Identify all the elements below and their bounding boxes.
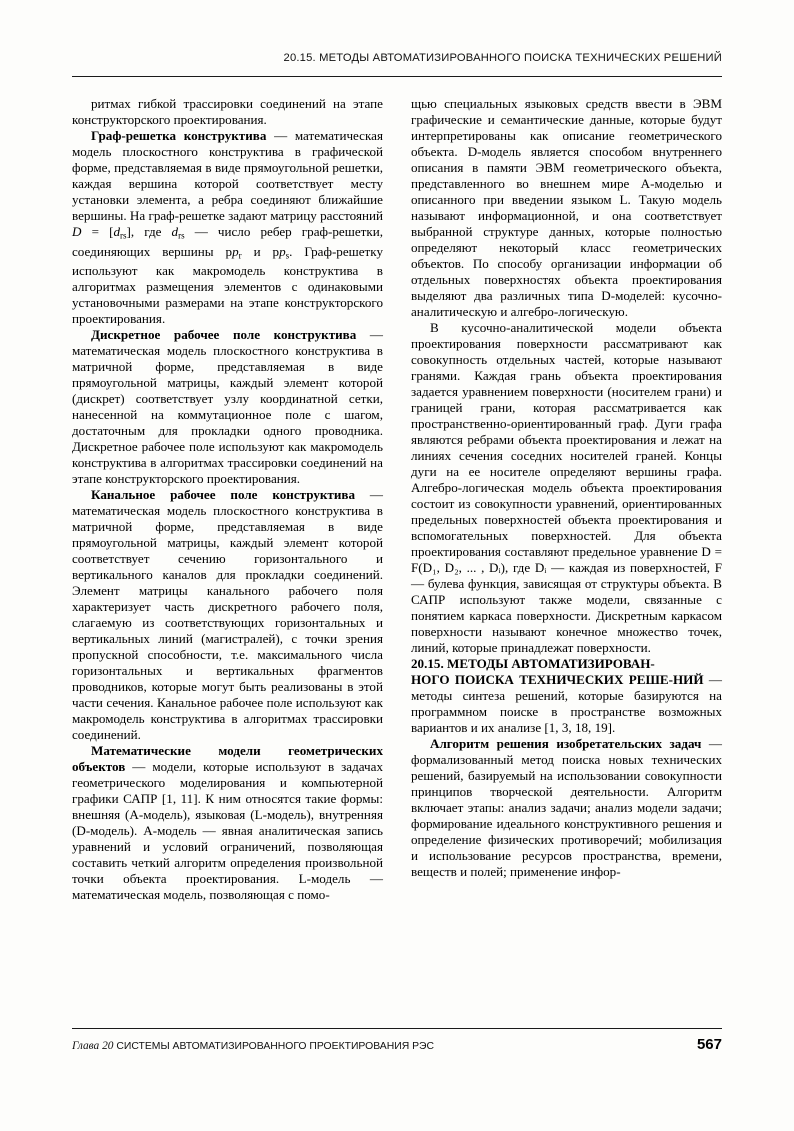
paragraph-geometric-models <box>72 743 383 903</box>
term-graph-lattice-text-b: — число ребер граф-решетки, соединяющих вершины p <box>72 224 383 259</box>
term-inventive-algorithm: Алгоритм решения изобретательских задач <box>430 736 702 751</box>
footer-chapter-title: СИСТЕМЫ АВТОМАТИЗИРОВАННОГО ПРОЕКТИРОВАНИЯ РЭС <box>116 1041 435 1052</box>
formula-drs-sub: rs <box>119 230 127 241</box>
term-geometric-models-text: — модели, которые используют в задачах геометрического моделирования и компьютерной графики САПР [1, 11]. К ним относятся такие формы: внешняя (A-модель), языковая (L-модель), внутренняя (D-модель). A-модель — явная аналитическая запись уравнений и условий ограничений, позволяющая составить четкий алгоритм определения произвольной точки объекта проектирования. L-модель — математическая модель, позволяющая с помо- <box>72 759 383 903</box>
formula-drs: d <box>113 224 120 239</box>
term-discrete-field: Дискретное рабочее поле конструктива <box>91 327 357 343</box>
paragraph-d-model: щью специальных языковых средств ввести в ЭВМ графические и семантические данные, которые будут интерпретированы как описание геометрического объекта. D-модель является способом внутреннего описания в памяти ЭВМ геометрического объекта, представленного во внешнем мире A-моделью и описанного при введении языком L. Такую модель называют информационной, и она соответствует выбранной структуре данных, которые полностью определяют некоторый класс геометрических объектов. По способу организации информации об отдельных поверхностях объекта проектирования выделяют два различных типа D-моделей: кусочно-аналитическую и алгебро-логическую. <box>411 96 722 319</box>
paragraph-discrete-field <box>72 327 383 487</box>
left-column <box>72 96 383 996</box>
term-channel-field: Канальное рабочее поле конструктива <box>91 487 356 503</box>
paragraph-inventive-algorithm <box>411 736 722 880</box>
footer-chapter-label: Глава 20 <box>72 1040 114 1052</box>
term-graph-lattice: Граф-решетка конструктива <box>91 128 267 143</box>
term-inventive-algorithm-text: — формализованный метод поиска новых технических решений, базируемый на использовании совокупности принципов творческой деятельности. Алгоритм включает этапы: анализ задачи; анализ модели задачи; формирование идеального конструктивного решения и определение физических противоречий; мобилизация и использование ресурсов пространства, времени, веществ и полей; применение инфор- <box>411 736 722 879</box>
formula-ps: p <box>279 243 286 259</box>
formula-pr-sub: r <box>238 250 242 261</box>
page-number: 567 <box>696 1036 722 1053</box>
term-graph-lattice-text-d: . Граф-решетку используют как макромодель конструктива в алгоритмах размещения элементов с одинаковыми установочными размерами на этапе конструкторского проектирования. <box>72 243 384 327</box>
formula-pr: p <box>232 243 239 259</box>
formula-drs2: d <box>171 224 179 239</box>
running-header: 20.15. МЕТОДЫ АВТОМАТИЗИРОВАННОГО ПОИСКА ТЕХНИЧЕСКИХ РЕШЕНИЙ <box>283 52 722 64</box>
section-heading-line1: 20.15. МЕТОДЫ АВТОМАТИЗИРОВАН- <box>411 656 655 671</box>
section-heading-line2: НОГО ПОИСКА ТЕХНИЧЕСКИХ РЕШЕ- <box>411 672 673 687</box>
paragraph-channel-field <box>72 487 383 743</box>
paragraph-piecewise-model: В кусочно-аналитической модели объекта проектирования поверхности рассматривают как совокупность отдельных частей, которые называют гранями. Каждая грань объекта проектирования задается уравнением поверхности (носителем грани) и границей грани, которая рассматривается как пространственно-ориентированный граф. Дуги графа являются ребрами объекта проектирования и лежат на линиях сечения соседних носителей граней. Концы дуги на ее носителе определяют вершины графа. Алгебро-логическая модель объекта проектирования состоит из совокупности уравнений, ориентированных предельных поверхностей объекта проектирования и вспомогательных поверхностей. Для объекта проектирования составляют предельное уравнение D = F(D₁, D₂, ... , Dᵢ), где Dᵢ — каждая из поверхностей, F — булева функция, зависящая от структуры объекта. В САПР используют также модели, связанные с понятием каркаса поверхности. Дискретным каркасом поверхности называют конечное множество точек, линий, которые принадлежат поверхности. <box>411 320 722 655</box>
term-graph-lattice-text-c: и p <box>241 243 280 259</box>
term-discrete-field-text: — математическая модель плоскостного конструктива в матричной форме, представляемая в виде прямоугольной матрицы, каждый элемент которой (дискрет) соответствует узлу координатной сетки, нанесенной на коммутационное поле с шагом, достаточным для прокладки одного проводника. Дискретное рабочее поле используют как макромодель конструктива в алгоритмах трассировки соединений на этапе конструкторского проектирования. <box>72 327 383 487</box>
two-column-body <box>72 96 722 996</box>
term-graph-lattice-text-a: — математическая модель плоскостного конструктива в графической форме, представляемая в виде прямоугольной решетки, каждая вершина которой соответствует месту установки элемента, а ребра соединяют ближайшие вершины. На граф-решетке задают матрицу расстояний <box>72 128 383 223</box>
footer-chapter <box>72 1040 434 1052</box>
paragraph-continuation: ритмах гибкой трассировки соединений на этапе конструкторского проектирования. <box>72 96 383 127</box>
formula-ps-sub: s <box>285 250 290 261</box>
section-intro-text: — методы синтеза решений, которые базируются на программном поиске в пространстве возможных вариантов и их анализе [1, 3, 18, 19]. <box>411 672 722 735</box>
section-heading-line3: НИЙ <box>672 672 704 687</box>
page-footer <box>72 1036 722 1053</box>
section-heading-20-15 <box>411 656 722 736</box>
header-divider <box>72 76 722 77</box>
term-channel-field-text: — математическая модель плоскостного конструктива в матричной форме, представляемая в виде прямоугольной матрицы, каждый элемент которой соответствует сечению горизонтального и вертикального каналов для прокладки соединений. Элемент матрицы канального рабочего поля характеризует часть дискретного рабочего поля, слагаемую из соответствующих горизонтальных и вертикальных линий (магистралей), с точки зрения пропускной способности, т.е. максимального числа горизонтальных и вертикальных фрагментов проводников, которые могут быть реализованы в этой части сечения. Канальное рабочее поле используют как макромодель конструктива в алгоритмах трассировки соединений. <box>72 487 383 743</box>
footer-divider <box>72 1028 722 1029</box>
formula-drs2-sub: rs <box>178 230 185 241</box>
formula-d-matrix: D <box>72 224 82 239</box>
right-column <box>411 96 722 996</box>
paragraph-graph-lattice: Граф-решетка конструктива — математическая модель плоскостного конструктива в графической форме, представляемая в виде прямоугольной решетки, каждая вершина которой соответствует месту установки элемента, а ребра соединяют ближайшие вершины. На граф-решетке задают матрицу расстояний $D = [d_{rs}]$, где $d_{rs}$ — число ребер граф-решетки, соединяющих вершины $pp_r$ и $pp_s$. Граф-решетку используют как макромодель конструктива в алгоритмах размещения элементов с одинаковыми установочными размерами на этапе конструкторского проектирования. <box>72 128 384 327</box>
term-geometric-models: Математические модели геометрических объектов <box>72 743 383 775</box>
